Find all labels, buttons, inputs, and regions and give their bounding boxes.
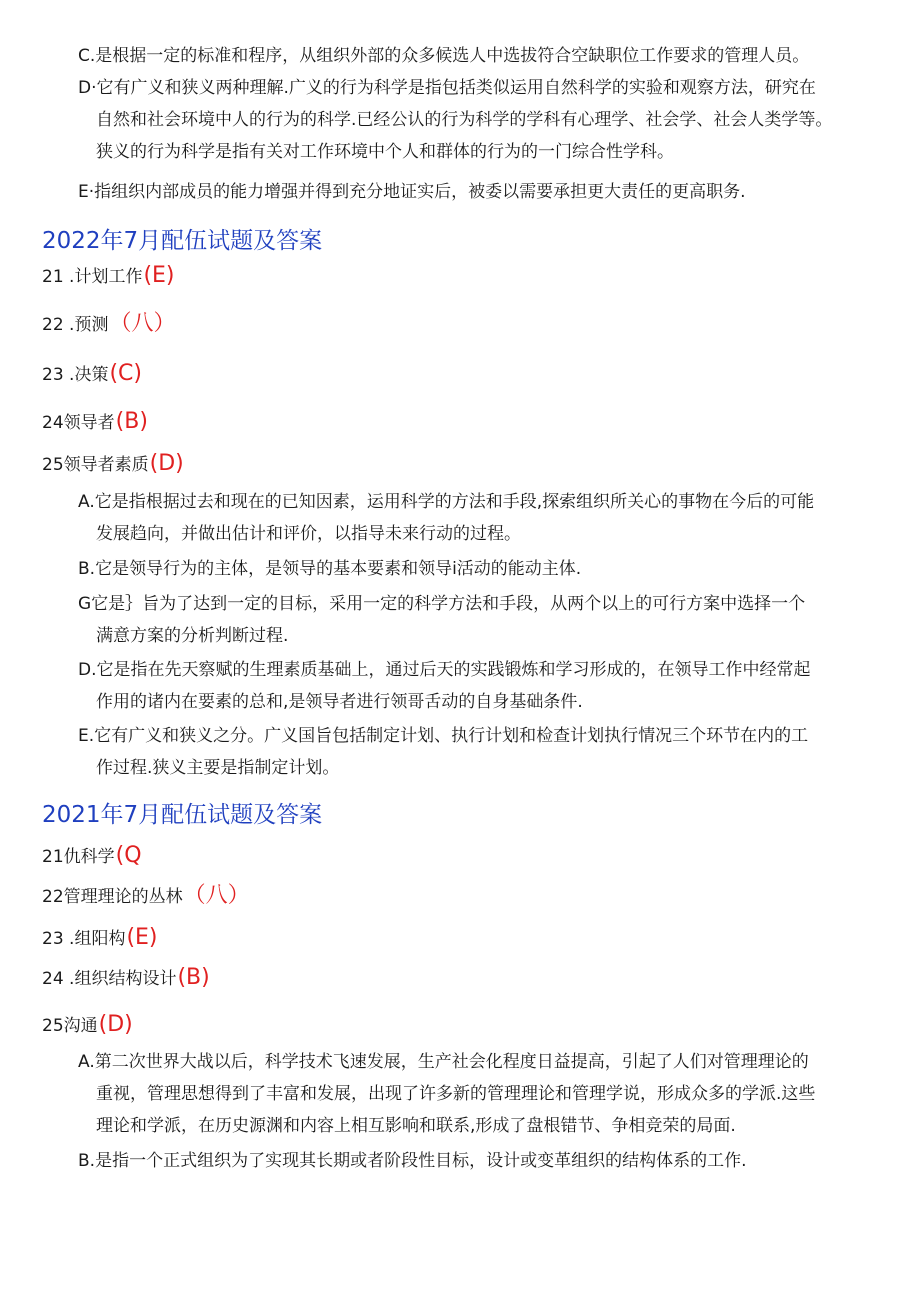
question-text: 24 .组织结构设计 [42, 969, 177, 989]
option-c: G它是｝旨为了达到一定的目标，采用一定的科学方法和手段，从两个以上的可行方案中选择一个 [78, 594, 806, 614]
option-c-text: C.是根据一定的标准和程序，从组织外部的众多候选人中选拔符合空缺职位工作要求的管理人员。 [78, 46, 810, 66]
question-25 [42, 1011, 133, 1040]
answer-mark: (D) [98, 1012, 133, 1037]
answer-mark: (C) [109, 361, 142, 386]
question-text: 22 .预测 [42, 315, 109, 335]
option-d-text: D·它有广义和狭义两种理解.广义的行为科学是指包括类似运用自然科学的实验和观察方法，研究在 [78, 78, 816, 98]
question-text: 23 .决策 [42, 365, 109, 385]
option-e-text: E·指组织内部成员的能力增强并得到充分地证实后，被委以需要承担更大责任的更高职务. [78, 182, 746, 202]
option-e: E.它有广义和狭义之分。广义国旨包括制定计划、执行计划和检查计划执行情况三个环节在内的工 [78, 726, 809, 746]
answer-mark: (E) [143, 263, 175, 288]
option-e-cont: 作过程.狭义主要是指制定计划。 [96, 758, 340, 778]
answer-mark: （八） [109, 311, 176, 336]
question-23 [42, 924, 158, 953]
option-a-cont: 重视，管理思想得到了丰富和发展，出现了许多新的管理理论和管理学说，形成众多的学派.这些 [96, 1084, 816, 1104]
option-d: D.它是指在先天察赋的生理素质基础上，通过后天的实践锻炼和学习形成的，在领导工作中经常起 [78, 660, 811, 680]
option-a-cont: 发展趋向，并做出估计和评价，以指导未来行动的过程。 [96, 524, 521, 544]
question-text: 21仇科学 [42, 847, 115, 867]
option-a: A.第二次世界大战以后，科学技术飞速发展，生产社会化程度日益提高，引起了人们对管理理论的 [78, 1052, 809, 1072]
question-text: 25沟通 [42, 1016, 98, 1036]
question-text: 22管理理论的丛林 [42, 887, 183, 907]
option-d-text-cont: 自然和社会环境中人的行为的科学.已经公认的行为科学的学科有心理学、社会学、社会人类学等。 [96, 110, 833, 130]
answer-mark: (B) [115, 409, 148, 434]
question-22 [42, 882, 250, 911]
question-25 [42, 450, 184, 479]
question-24 [42, 964, 210, 993]
option-a: A.它是指根据过去和现在的已知因素，运用科学的方法和手段,探索组织所关心的事物在今后的可能 [78, 492, 815, 512]
option-d-text-cont: 狭义的行为科学是指有关对工作环境中个人和群体的行为的一门综合性学科。 [96, 142, 674, 162]
question-text: 23 .组阳构 [42, 929, 126, 949]
question-21 [42, 842, 142, 871]
answer-mark: (E) [126, 925, 158, 950]
question-text: 21 .计划工作 [42, 267, 143, 287]
section-heading-2021: 2021年7月配伍试题及答案 [42, 802, 323, 828]
option-b: B.是指一个正式组织为了实现其长期或者阶段性目标，设计或变革组织的结构体系的工作. [78, 1151, 747, 1171]
question-24 [42, 408, 148, 437]
option-b: B.它是领导行为的主体，是领导的基本要素和领导i活动的能动主体. [78, 559, 582, 579]
question-text: 25领导者素质 [42, 455, 149, 475]
option-a-cont: 理论和学派，在历史源渊和内容上相互影响和联系,形成了盘根错节、争相竞荣的局面. [96, 1116, 736, 1136]
option-c-cont: 满意方案的分析判断过程. [96, 626, 289, 646]
answer-mark: (D) [149, 451, 184, 476]
question-22 [42, 310, 175, 339]
section-heading-2022: 2022年7月配伍试题及答案 [42, 228, 323, 254]
question-text: 24领导者 [42, 413, 115, 433]
answer-mark: （八） [183, 883, 250, 908]
option-d-cont: 作用的诸内在要素的总和,是领导者进行领哥舌动的自身基础条件. [96, 692, 583, 712]
answer-mark: (B) [177, 965, 210, 990]
answer-mark: (Q [115, 843, 142, 868]
question-23 [42, 360, 142, 389]
question-21 [42, 262, 175, 291]
